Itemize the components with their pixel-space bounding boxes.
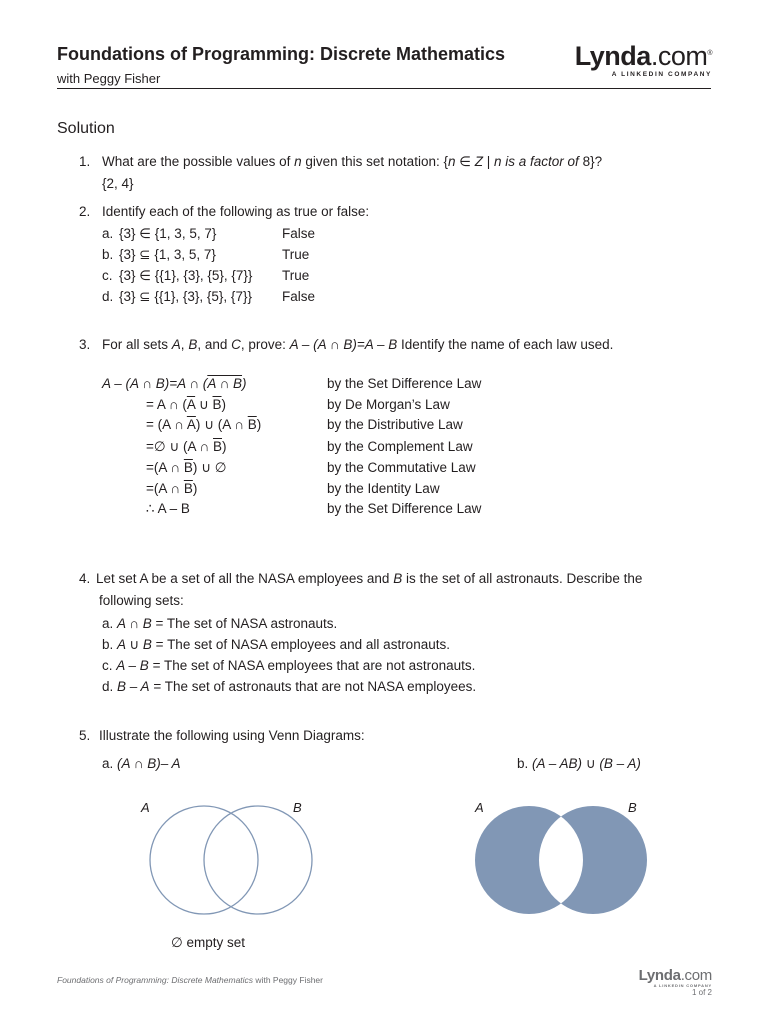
q5-part-b: b. (A – AB) ∪ (B – A) bbox=[517, 756, 641, 771]
q1-number: 1. bbox=[79, 154, 91, 169]
q3-prompt: For all sets A, B, and C, prove: A – (A ∩ B)=A – B Identify the name of each law used. bbox=[102, 337, 614, 352]
q4-number: 4. bbox=[79, 571, 91, 586]
page-number: 1 of 2 bbox=[691, 988, 712, 997]
q2-item-answer: False bbox=[282, 289, 316, 304]
venn-b-label-a: A bbox=[475, 800, 484, 815]
q3-number: 3. bbox=[79, 337, 91, 352]
proof-step-law: by the Identity Law bbox=[327, 481, 440, 496]
q4-item: b. A ∪ B = The set of NASA employees and all astronauts. bbox=[102, 637, 450, 652]
lynda-logo bbox=[575, 40, 712, 79]
logo-tagline: A LINKEDIN COMPANY bbox=[611, 71, 712, 78]
q2-number: 2. bbox=[79, 204, 91, 219]
footer-logo: Lynda.com A LINKEDIN COMPANY 1 of 2 bbox=[638, 967, 712, 997]
q4-line2: following sets: bbox=[99, 593, 184, 608]
venn-diagram-symmetric-difference bbox=[465, 800, 660, 925]
logo-domain: .com bbox=[650, 41, 708, 71]
q4-item: d. B – A = The set of astronauts that are not NASA employees. bbox=[102, 679, 477, 694]
proof-step-law: by the Commutative Law bbox=[327, 460, 476, 475]
document-subtitle: with Peggy Fisher bbox=[57, 71, 161, 86]
proof-step-expr: = A ∩ ($\overline{A}$ ∪ $\overline{B}$) bbox=[146, 397, 227, 412]
q5-number: 5. bbox=[79, 728, 91, 743]
q1-answer: {2, 4} bbox=[102, 176, 134, 191]
q4-item: a. A ∩ B = The set of NASA astronauts. bbox=[102, 616, 338, 631]
logo-registered: ® bbox=[707, 50, 712, 57]
q2-item-label: a. bbox=[102, 226, 114, 241]
section-title: Solution bbox=[57, 120, 115, 137]
document-title: Foundations of Programming: Discrete Mathematics bbox=[57, 44, 506, 64]
q4-line1: Let set A be a set of all the NASA employees and B is the set of all astronauts. Describe the bbox=[96, 571, 643, 586]
q2-item-expr: {3} ⊆ {1, 3, 5, 7} bbox=[119, 247, 216, 262]
q2-item-answer: True bbox=[282, 247, 310, 262]
proof-step-law: by the Set Difference Law bbox=[327, 376, 482, 391]
proof-step-expr: = (A ∩ $\overline{A}$) ∪ (A ∩ $\overline{B}$) bbox=[146, 417, 262, 432]
proof-step-expr: =(A ∩ $\overline{B}$) bbox=[146, 481, 198, 496]
footer-logo-tagline: A LINKEDIN COMPANY bbox=[653, 983, 712, 988]
venn-a-label-b: B bbox=[293, 800, 302, 815]
q2-item-label: b. bbox=[102, 247, 114, 262]
venn-b-label-b: B bbox=[628, 800, 637, 815]
q5-prompt: Illustrate the following using Venn Diagrams: bbox=[99, 728, 365, 743]
q1-text: What are the possible values of n given this set notation: {n ∈ Z | n is a factor of 8}? bbox=[102, 154, 603, 169]
proof-step-law: by De Morgan’s Law bbox=[327, 397, 450, 412]
q2-item-label: c. bbox=[102, 268, 113, 283]
q2-item-answer: True bbox=[282, 268, 310, 283]
proof-step-law: by the Distributive Law bbox=[327, 417, 463, 432]
logo-brand: Lynda bbox=[574, 41, 651, 71]
q2-item-answer: False bbox=[282, 226, 316, 241]
q2-prompt: Identify each of the following as true or false: bbox=[102, 204, 370, 219]
proof-step-law: by the Set Difference Law bbox=[327, 501, 482, 516]
q2-item-expr: {3} ⊆ {{1}, {3}, {5}, {7}} bbox=[119, 289, 252, 304]
proof-step-expr: =∅ ∪ (A ∩ $\overline{B}$) bbox=[146, 439, 227, 454]
q2-item-label: d. bbox=[102, 289, 114, 304]
footer-course: Foundations of Programming: Discrete Mathematics with Peggy Fisher bbox=[57, 975, 323, 985]
venn-a-label-a: A bbox=[141, 800, 150, 815]
proof-step-expr: ∴ A – B bbox=[146, 501, 190, 516]
q2-item-expr: {3} ∈ {{1}, {3}, {5}, {7}} bbox=[119, 268, 253, 283]
proof-step-law: by the Complement Law bbox=[327, 439, 473, 454]
venn-a-caption: ∅ empty set bbox=[171, 935, 246, 950]
proof-step-expr: =(A ∩ $\overline{B}$) ∪ ∅ bbox=[146, 460, 227, 475]
q5-part-a: a. (A ∩ B)– A bbox=[102, 756, 181, 771]
q4-item: c. A – B = The set of NASA employees that are not astronauts. bbox=[102, 658, 476, 673]
q2-item-expr: {3} ∈ {1, 3, 5, 7} bbox=[119, 226, 217, 241]
header-divider bbox=[57, 88, 711, 89]
venn-diagram-empty bbox=[130, 800, 320, 925]
proof-step-expr: A – (A ∩ B)=A ∩ (A ∩ B) bbox=[102, 376, 247, 391]
